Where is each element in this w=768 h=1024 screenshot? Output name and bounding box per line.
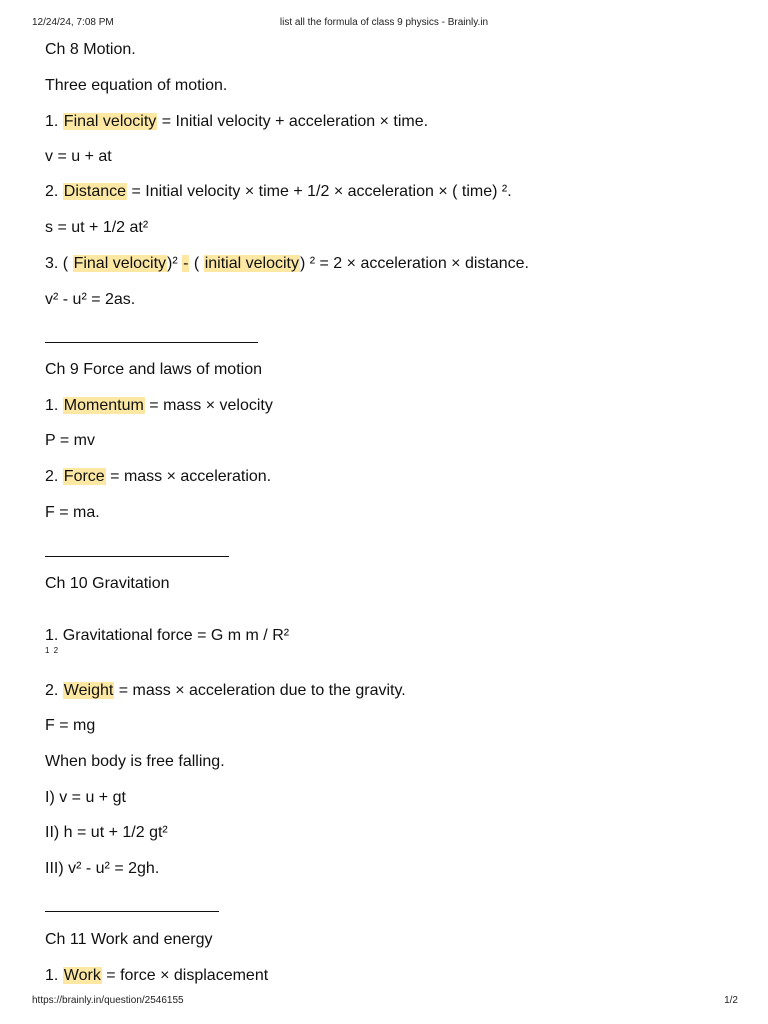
ch10-free-fall: When body is free falling.: [45, 753, 225, 770]
eq-text: = mass × acceleration due to the gravity.: [114, 682, 406, 699]
highlight: Force: [63, 468, 105, 485]
eq-text: = mass × velocity: [144, 397, 273, 414]
section-divider: [45, 911, 219, 912]
ch9-eq1: [45, 395, 273, 417]
print-datetime: 12/24/24, 7:08 PM: [32, 17, 114, 28]
ch8-eq3: [45, 253, 529, 275]
eq-text: = mass × acceleration.: [105, 468, 272, 485]
ch8-eq2-formula: s = ut + 1/2 at²: [45, 219, 149, 236]
ch9-eq2-formula: F = ma.: [45, 504, 100, 521]
eq-text: = Initial velocity × time + 1/2 × acceleration × ( time) ².: [127, 183, 512, 200]
section-divider: [45, 342, 258, 343]
ch9-eq1-formula: P = mv: [45, 432, 95, 449]
ch8-eq1: [45, 111, 428, 133]
print-page-title: list all the formula of class 9 physics - Brainly.in: [279, 17, 489, 28]
ch10-eq2-formula: F = mg: [45, 717, 96, 734]
highlight: Final velocity: [63, 113, 157, 130]
section-divider: [45, 556, 229, 557]
ch8-heading: Ch 8 Motion.: [45, 41, 136, 58]
eq-text: = Initial velocity + acceleration × time.: [157, 113, 429, 130]
ch10-ff2: II) h = ut + 1/2 gt²: [45, 824, 168, 841]
highlight: Momentum: [63, 397, 144, 414]
eq-text: )²: [167, 255, 183, 272]
eq-number: 1.: [45, 967, 63, 984]
eq-number: 1.: [45, 113, 63, 130]
highlight: -: [183, 255, 189, 272]
eq-number: 1.: [45, 397, 63, 414]
eq-number: 2.: [45, 183, 63, 200]
print-page-number: 1/2: [724, 995, 738, 1006]
highlight: Final velocity: [73, 255, 167, 272]
ch10-heading: Ch 10 Gravitation: [45, 575, 170, 592]
highlight: Work: [63, 967, 101, 984]
eq-text: = force × displacement: [101, 967, 269, 984]
ch10-eq1: 1. Gravitational force = G m m / R²: [45, 627, 290, 644]
ch11-eq1: [45, 965, 268, 987]
ch9-eq2: [45, 466, 271, 488]
ch8-eq3-formula: v² - u² = 2as.: [45, 291, 136, 308]
highlight: initial velocity: [204, 255, 299, 272]
eq-text: ) ² = 2 × acceleration × distance.: [299, 255, 529, 272]
eq-text: (: [189, 255, 204, 272]
ch10-ff1: I) v = u + gt: [45, 789, 126, 806]
ch10-eq1-subscripts: 1 2: [45, 646, 59, 655]
eq-number: 3. (: [45, 255, 73, 272]
ch9-heading: Ch 9 Force and laws of motion: [45, 361, 262, 378]
ch8-intro: Three equation of motion.: [45, 77, 228, 94]
ch10-eq2: [45, 680, 406, 702]
ch11-heading: Ch 11 Work and energy: [45, 931, 213, 948]
highlight: Weight: [63, 682, 114, 699]
highlight: Distance: [63, 183, 127, 200]
ch8-eq1-formula: v = u + at: [45, 148, 112, 165]
print-url: https://brainly.in/question/2546155: [32, 995, 184, 1006]
eq-number: 2.: [45, 468, 63, 485]
ch10-ff3: III) v² - u² = 2gh.: [45, 860, 160, 877]
eq-number: 2.: [45, 682, 63, 699]
ch8-eq2: [45, 181, 512, 203]
